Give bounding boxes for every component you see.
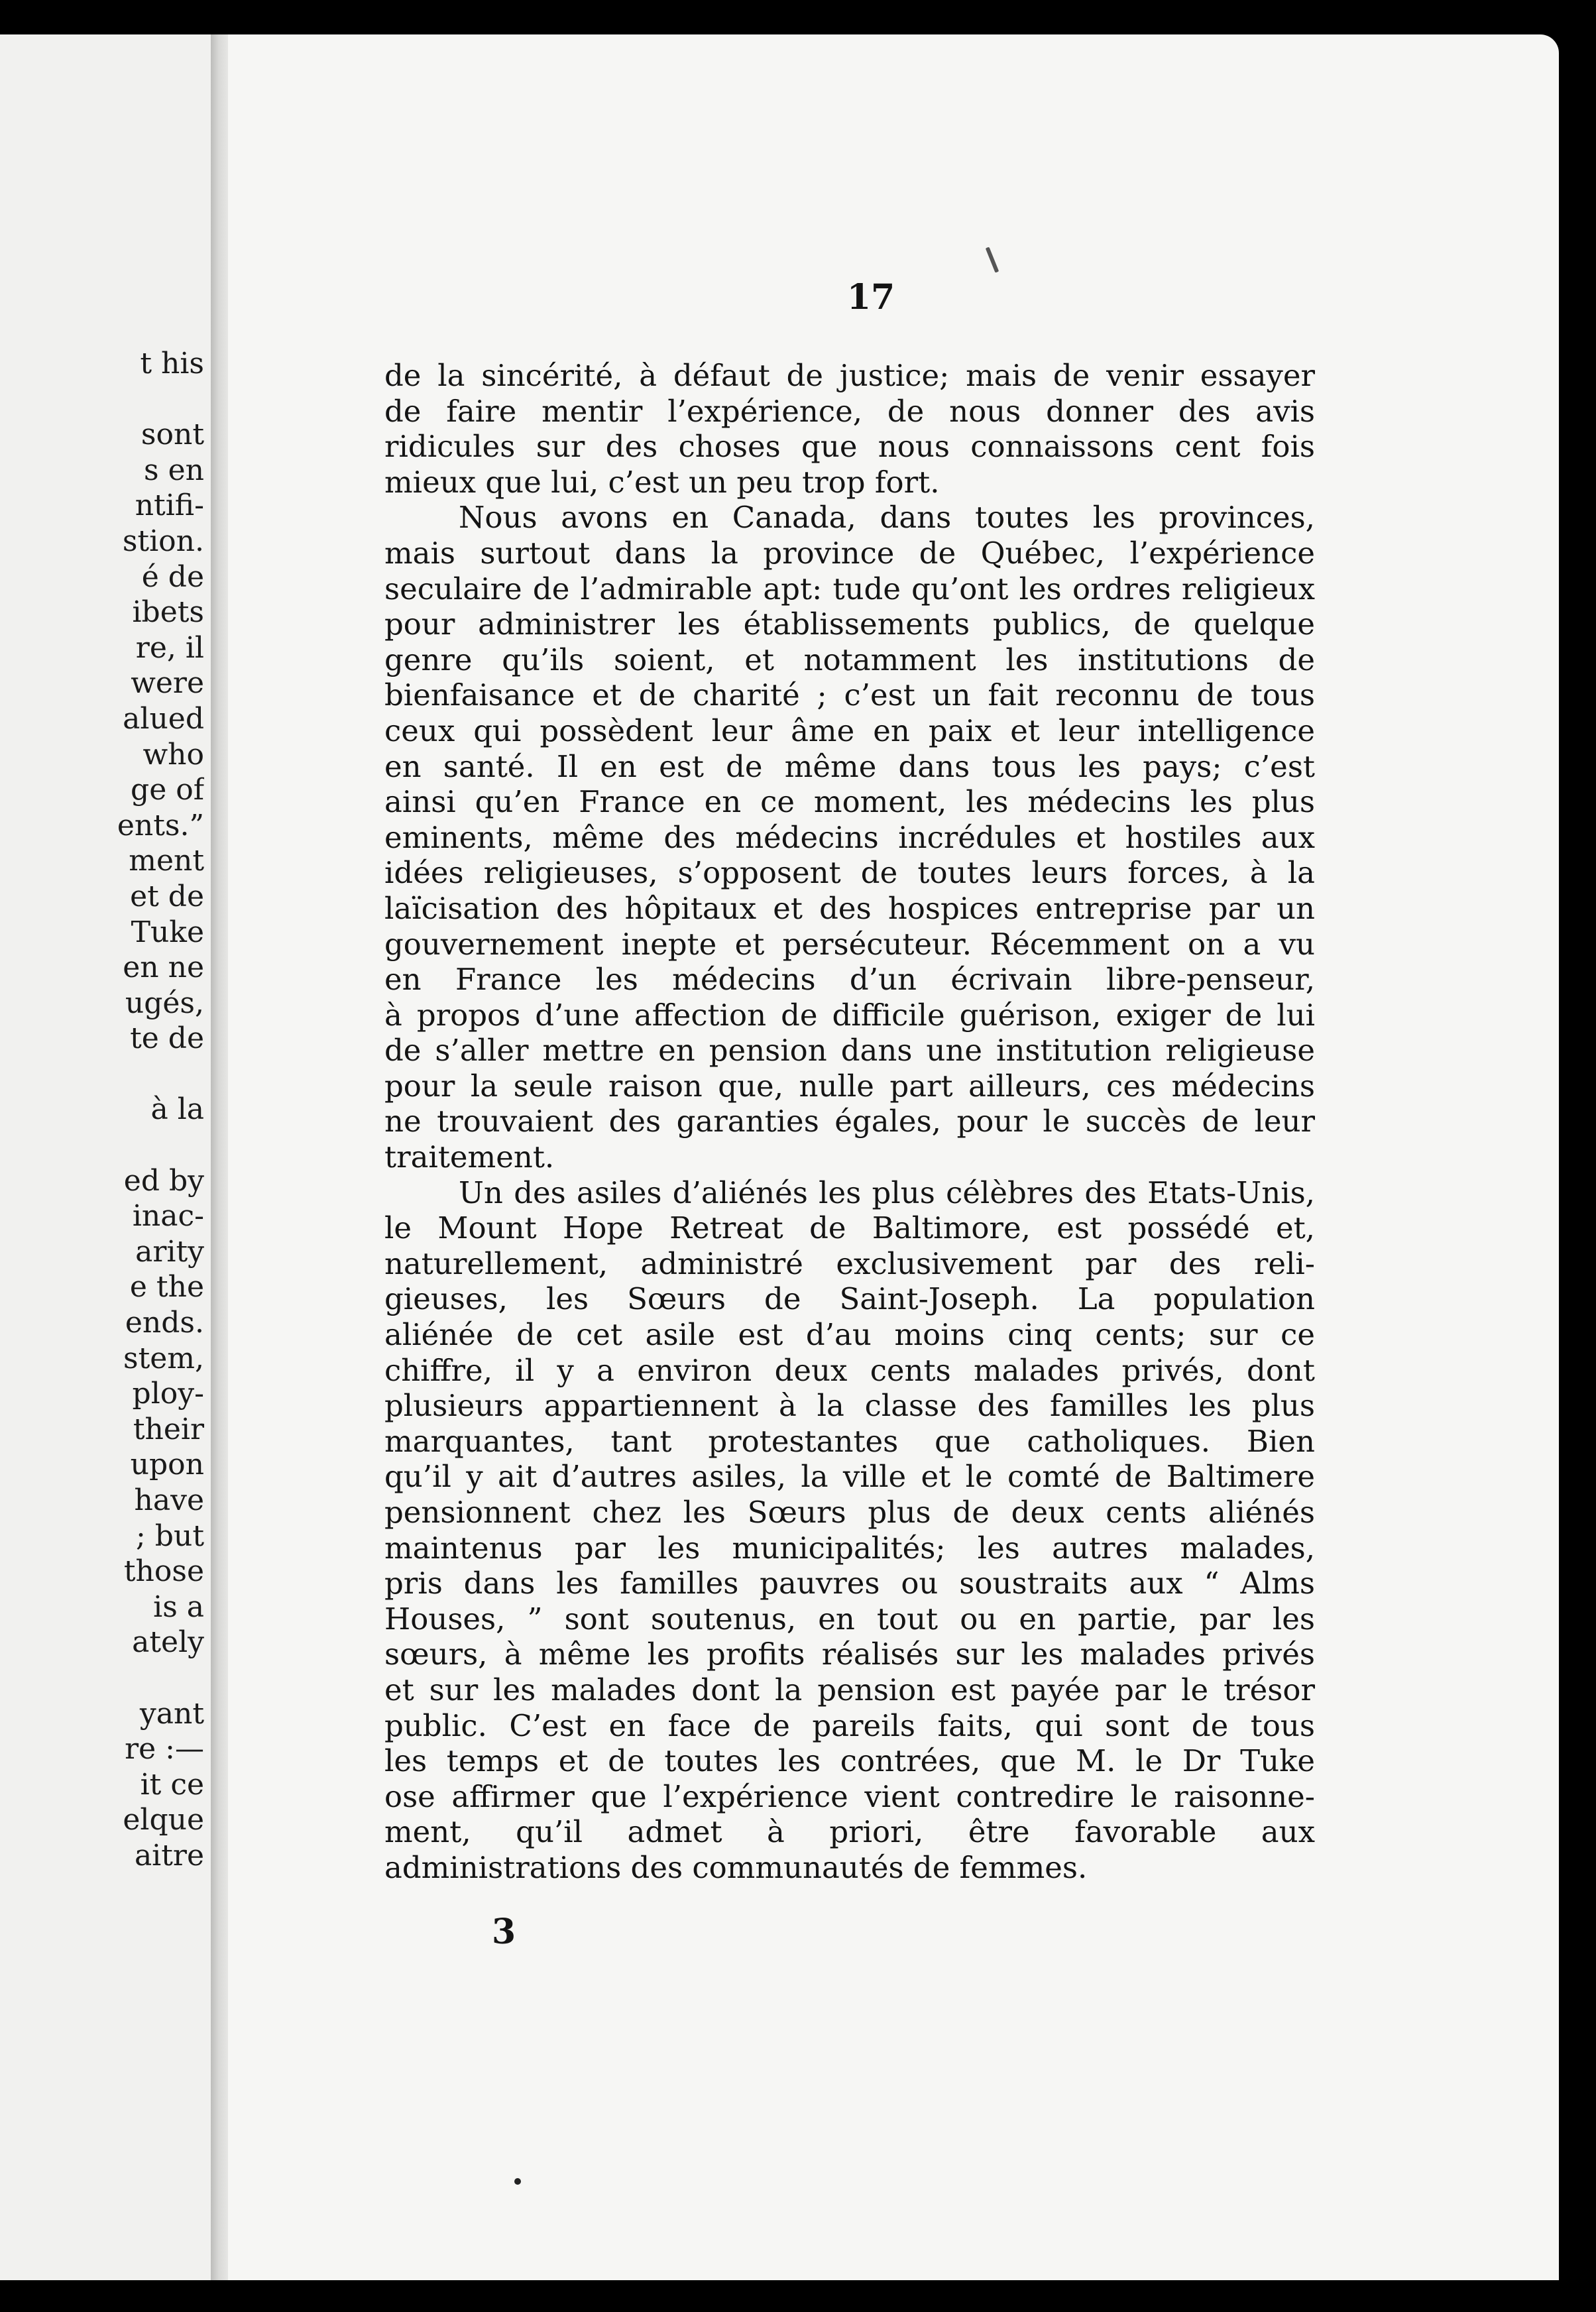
left-line: aitre bbox=[134, 1838, 204, 1873]
left-line: te de bbox=[130, 1021, 204, 1056]
left-line: ; but bbox=[136, 1519, 204, 1553]
body-line: mieux que lui, c’est un peu trop fort. bbox=[384, 464, 940, 500]
left-line: ntifi- bbox=[135, 489, 204, 523]
left-line: elque bbox=[123, 1803, 204, 1837]
body-line: gouvernement inepte et persécuteur. Récemment on a vu bbox=[384, 926, 1315, 962]
body-line: à propos d’une affection de difficile guérison, exiger de lui bbox=[384, 997, 1315, 1033]
left-line bbox=[5, 382, 204, 418]
body-line: Houses, ” sont soutenus, en tout ou en partie, par les bbox=[384, 1601, 1315, 1637]
paragraph-start-line: Nous avons en Canada, dans toutes les provinces, bbox=[459, 500, 1315, 536]
left-line: their bbox=[133, 1412, 204, 1446]
body-line: de faire mentir l’expérience, de nous donner des avis bbox=[384, 393, 1315, 429]
left-line bbox=[5, 1660, 204, 1696]
body-line: pensionnent chez les Sœurs plus de deux cents aliénés bbox=[384, 1495, 1315, 1530]
scan-border-bottom bbox=[0, 2280, 1596, 2312]
left-line: upon bbox=[130, 1448, 204, 1482]
body-line: ose affirmer que l’expérience vient contredire le raisonne- bbox=[384, 1778, 1315, 1814]
left-line: those bbox=[123, 1554, 204, 1589]
left-line: à la bbox=[150, 1092, 204, 1127]
left-line: et de bbox=[130, 879, 204, 913]
body-line: pour administrer les établissements publics, de quelque bbox=[384, 607, 1315, 642]
body-line: ment, qu’il admet à priori, être favorable aux bbox=[384, 1814, 1315, 1850]
body-line: marquantes, tant protestantes que catholiques. Bien bbox=[384, 1423, 1315, 1459]
scan-border-right bbox=[1559, 34, 1596, 2280]
body-line: mais surtout dans la province de Québec, l’expérience bbox=[384, 535, 1315, 571]
body-line: administrations des communautés de femmes. bbox=[384, 1849, 1088, 1885]
body-line: pour la seule raison que, nulle part ailleurs, ces médecins bbox=[384, 1068, 1315, 1104]
left-line: arity bbox=[135, 1234, 204, 1269]
body-line: aliénée de cet asile est d’au moins cinq cents; sur ce bbox=[384, 1317, 1315, 1353]
left-line: re, il bbox=[135, 630, 204, 665]
body-line: qu’il y ait d’autres asiles, la ville et le comté de Baltimere bbox=[384, 1459, 1315, 1495]
left-line: en ne bbox=[123, 951, 204, 985]
body-line: eminents, même des médecins incrédules et hostiles aux bbox=[384, 819, 1315, 855]
left-line: stem, bbox=[123, 1341, 204, 1375]
body-line: laïcisation des hôpitaux et des hospices entreprise par un bbox=[384, 890, 1315, 926]
body-line: bienfaisance et de charité ; c’est un fait reconnu de tous bbox=[384, 677, 1315, 713]
page-number: 17 bbox=[846, 277, 895, 318]
body-line: genre qu’ils soient, et notamment les institutions de bbox=[384, 642, 1315, 677]
left-line: have bbox=[134, 1483, 204, 1517]
left-line: sont bbox=[141, 418, 204, 452]
body-line: ne trouvaient des garanties égales, pour le succès de leur bbox=[384, 1104, 1315, 1139]
page-gutter bbox=[211, 34, 228, 2280]
body-line: de la sincérité, à défaut de justice; mais de venir essayer bbox=[384, 358, 1315, 393]
left-line: stion. bbox=[122, 524, 204, 558]
left-line: who bbox=[142, 737, 204, 772]
body-line: en France les médecins d’un écrivain libre-penseur, bbox=[384, 962, 1315, 998]
body-line: pris dans les familles pauvres ou soustraits aux “ Alms bbox=[384, 1566, 1315, 1601]
ink-fleck bbox=[986, 247, 999, 272]
left-line: ugés, bbox=[125, 986, 204, 1020]
body-line: gieuses, les Sœurs de Saint-Joseph. La population bbox=[384, 1281, 1315, 1317]
left-line bbox=[5, 1127, 204, 1163]
body-line: les temps et de toutes les contrées, que M. le Dr Tuke bbox=[384, 1743, 1315, 1779]
body-line: chiffre, il y a environ deux cents malades privés, dont bbox=[384, 1352, 1315, 1388]
paragraph-start-line: Un des asiles d’aliénés les plus célèbres des Etats-Unis, bbox=[459, 1175, 1315, 1210]
left-line: yant bbox=[139, 1696, 204, 1731]
body-line: public. C’est en face de pareils faits, qui sont de tous bbox=[384, 1707, 1315, 1743]
left-line: ploy- bbox=[132, 1377, 204, 1411]
body-line: en santé. Il en est de même dans tous les pays; c’est bbox=[384, 748, 1315, 784]
body-line: plusieurs appartiennent à la classe des familles les plus bbox=[384, 1388, 1315, 1424]
left-line: ends. bbox=[125, 1306, 204, 1340]
left-line: ately bbox=[132, 1625, 204, 1660]
body-line: et sur les malades dont la pension est payée par le trésor bbox=[384, 1672, 1315, 1707]
body-line: traitement. bbox=[384, 1139, 555, 1175]
left-line: ents.” bbox=[117, 808, 204, 842]
left-line: ibets bbox=[132, 595, 204, 630]
left-line: Tuke bbox=[131, 915, 204, 949]
left-line bbox=[5, 1057, 204, 1092]
left-line: é de bbox=[141, 559, 204, 594]
signature-mark: 3 bbox=[492, 1912, 516, 1952]
left-line: ed by bbox=[123, 1163, 204, 1198]
left-line: t his bbox=[140, 347, 204, 380]
body-line: maintenus par les municipalités; les autres malades, bbox=[384, 1530, 1315, 1566]
left-line: alued bbox=[123, 701, 204, 736]
body-line: ceux qui possèdent leur âme en paix et leur intelligence bbox=[384, 713, 1315, 748]
body-line: seculaire de l’admirable apt: tude qu’ont les ordres religieux bbox=[384, 571, 1315, 607]
body-text bbox=[384, 358, 1315, 1886]
left-line: re :— bbox=[125, 1732, 204, 1766]
left-line: e the bbox=[129, 1270, 204, 1304]
body-line: ainsi qu’en France en ce moment, les médecins les plus bbox=[384, 784, 1315, 820]
left-page-text bbox=[5, 346, 204, 1874]
left-line: ment bbox=[129, 844, 204, 878]
left-line: ge of bbox=[131, 773, 204, 807]
left-line: s en bbox=[144, 453, 204, 487]
scan-border-top bbox=[0, 0, 1596, 34]
body-line: idées religieuses, s’opposent de toutes leurs forces, à la bbox=[384, 855, 1315, 891]
left-line: it ce bbox=[140, 1767, 204, 1802]
body-line: sœurs, à même les profits réalisés sur les malades privés bbox=[384, 1637, 1315, 1672]
current-page bbox=[228, 34, 1559, 2280]
body-line: de s’aller mettre en pension dans une institution religieuse bbox=[384, 1033, 1315, 1069]
body-line: naturellement, administré exclusivement par des reli- bbox=[384, 1245, 1315, 1281]
left-line: inac- bbox=[132, 1199, 204, 1234]
left-line: were bbox=[131, 666, 204, 701]
ink-fleck bbox=[514, 2178, 521, 2185]
left-line: is a bbox=[153, 1590, 204, 1624]
body-line: le Mount Hope Retreat de Baltimore, est possédé et, bbox=[384, 1210, 1315, 1246]
body-line: ridicules sur des choses que nous connaissons cent fois bbox=[384, 429, 1315, 465]
left-page-fragment bbox=[0, 34, 211, 2280]
